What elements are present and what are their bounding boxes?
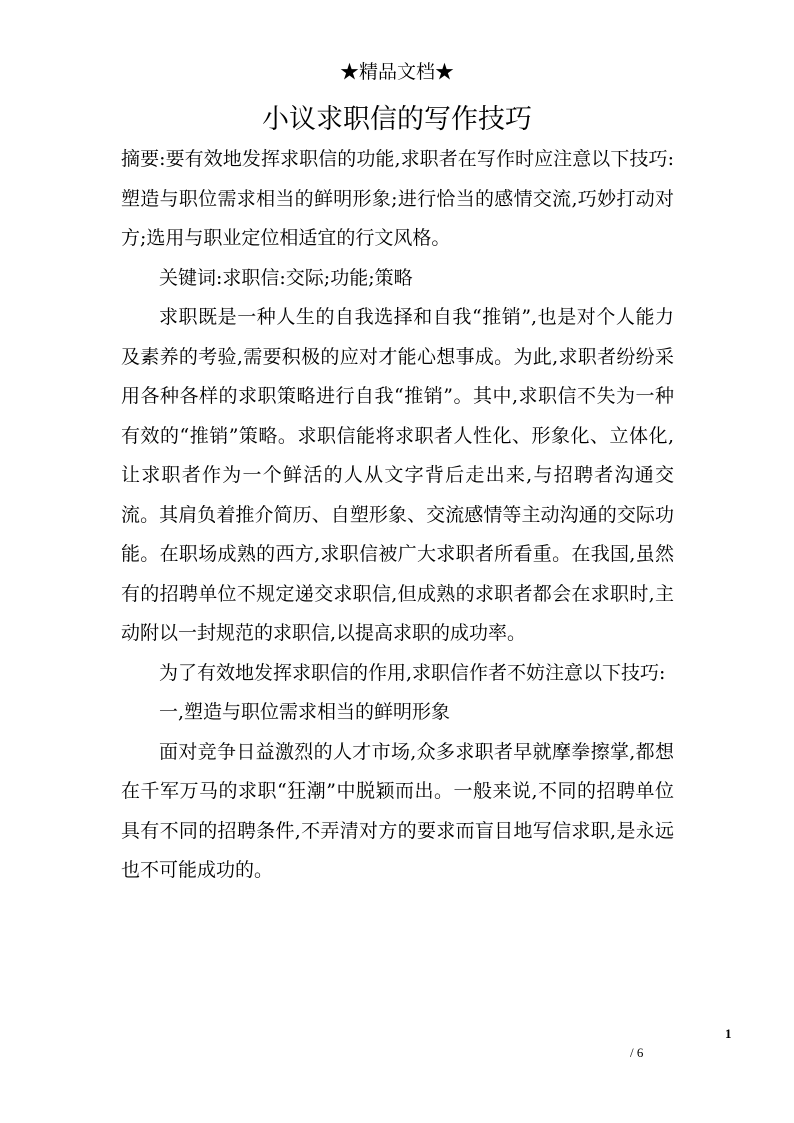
- page-number: 1: [725, 1026, 732, 1041]
- abstract-paragraph: 摘要:要有效地发挥求职信的功能,求职者在写作时应注意以下技巧:塑造与职位需求相当的鲜明形象;进行恰当的感情交流,巧妙打动对方;选用与职业定位相适宜的行文风格。: [121, 148, 674, 249]
- page-total: / 6: [630, 1045, 644, 1060]
- body-paragraph: 为了有效地发挥求职信的作用,求职信作者不妨注意以下技巧:: [159, 661, 666, 684]
- document-title: 小议求职信的写作技巧: [262, 104, 532, 135]
- section-paragraph: 面对竞争日益激烈的人才市场,众多求职者早就摩拳擦掌,都想在千军万马的求职“狂潮”中脱颖而出。一般来说,不同的招聘单位具有不同的招聘条件,不弄清对方的要求而盲目地写信求职,是永远也不可能成功的。: [121, 740, 674, 881]
- document-body: [121, 140, 674, 891]
- keywords-line: 关键词:求职信:交际;功能;策略: [159, 266, 413, 289]
- document-header-banner: ★精品文档★: [339, 61, 454, 83]
- body-paragraph: 求职既是一种人生的自我选择和自我“推销”,也是对个人能力及素养的考验,需要积极的应对才能心想事成。为此,求职者纷纷采用各种各样的求职策略进行自我“推销”。其中,求职信不失为一种有效的“推销”策略。求职信能将求职者人性化、形象化、立体化,让求职者作为一个鲜活的人从文字背后走出来,与招聘者沟通交流。其肩负着推介简历、自塑形象、交流感情等主动沟通的交际功能。在职场成熟的西方,求职信被广大求职者所看重。在我国,虽然有的招聘单位不规定递交求职信,但成熟的求职者都会在求职时,主动附以一封规范的求职信,以提高求职的成功率。: [121, 306, 674, 644]
- section-heading: 一,塑造与职位需求相当的鲜明形象: [159, 701, 451, 723]
